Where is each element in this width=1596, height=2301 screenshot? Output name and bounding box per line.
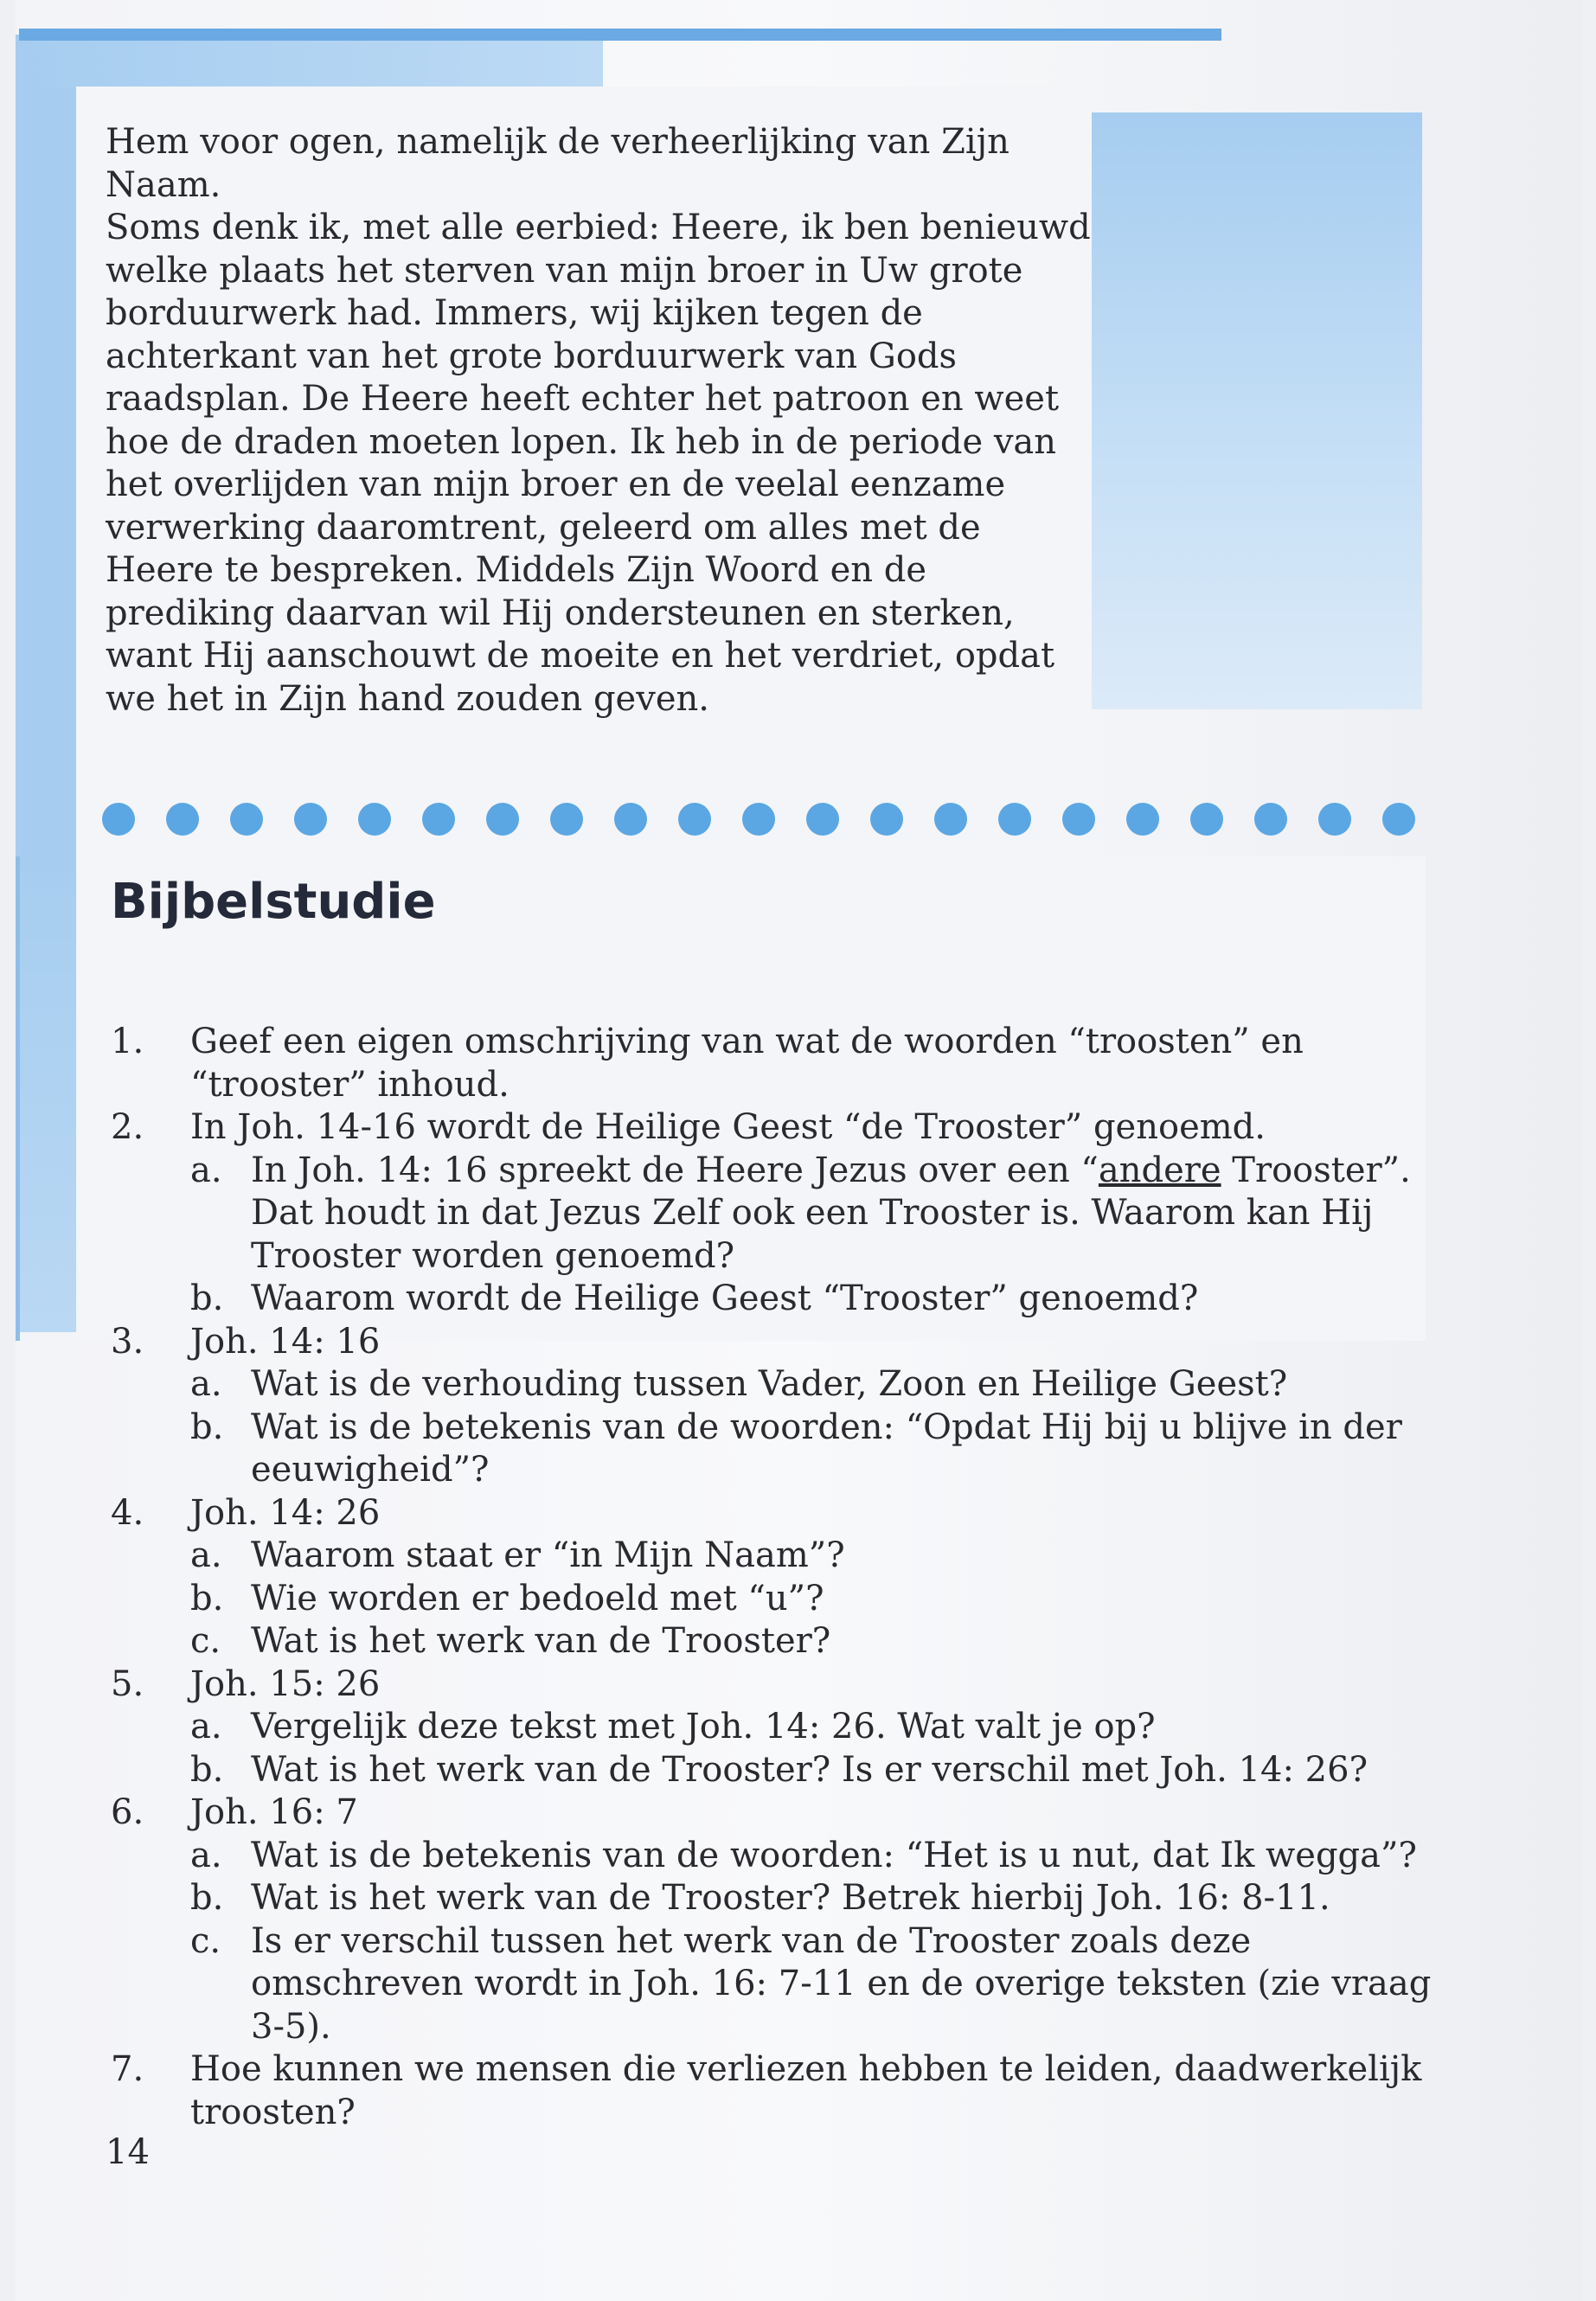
separator-dot bbox=[678, 803, 711, 836]
section-heading: Bijbelstudie bbox=[111, 874, 436, 930]
subquestion-label: b. bbox=[190, 1878, 224, 1918]
subquestion-label: b. bbox=[190, 1749, 224, 1790]
subquestion-text: Wat is de verhouding tussen Vader, Zoon en Heilige Geest? bbox=[251, 1364, 1288, 1404]
question-number: 7. bbox=[111, 2049, 144, 2089]
separator-dot bbox=[230, 803, 263, 836]
separator-dot bbox=[1062, 803, 1095, 836]
subquestion-label: a. bbox=[190, 1835, 222, 1875]
separator-dot bbox=[358, 803, 391, 836]
separator-dot bbox=[1190, 803, 1223, 836]
separator-dot bbox=[614, 803, 647, 836]
subquestion-6a bbox=[190, 1835, 1443, 1878]
separator-dot bbox=[1126, 803, 1159, 836]
question-text: Geef een eigen omschrijving van wat de woorden “troosten” en “trooster” inhoud. bbox=[190, 1022, 1304, 1105]
separator-dot bbox=[422, 803, 455, 836]
subquestion-text: Wat is het werk van de Trooster? Betrek hierbij Joh. 16: 8-11. bbox=[251, 1878, 1330, 1918]
subquestion-2b bbox=[190, 1278, 1443, 1321]
question-number: 2. bbox=[111, 1107, 144, 1147]
subquestion-text-pre: In Joh. 14: 16 spreekt de Heere Jezus over een “ bbox=[251, 1150, 1099, 1190]
subquestion-text: Wie worden er bedoeld met “u”? bbox=[251, 1578, 824, 1618]
question-6 bbox=[111, 1791, 1443, 1835]
page-number: 14 bbox=[106, 2132, 150, 2172]
subquestion-label: b. bbox=[190, 1578, 224, 1618]
separator-dot bbox=[1318, 803, 1351, 836]
separator-dot bbox=[1382, 803, 1415, 836]
subquestion-2a bbox=[190, 1150, 1443, 1279]
subquestion-6b bbox=[190, 1877, 1443, 1920]
question-list bbox=[111, 1021, 1443, 2134]
separator-dot bbox=[294, 803, 327, 836]
question-number: 3. bbox=[111, 1321, 144, 1362]
subquestion-5a bbox=[190, 1706, 1443, 1749]
subquestion-text: Waarom wordt de Heilige Geest “Trooster” genoemd? bbox=[251, 1279, 1199, 1318]
separator-dot bbox=[550, 803, 583, 836]
separator-dot bbox=[486, 803, 519, 836]
question-5 bbox=[111, 1663, 1443, 1707]
separator-dot bbox=[1254, 803, 1287, 836]
question-text: Joh. 14: 16 bbox=[190, 1321, 381, 1362]
subquestion-4c bbox=[190, 1620, 1443, 1663]
question-text: Joh. 16: 7 bbox=[190, 1792, 358, 1832]
question-2 bbox=[111, 1106, 1443, 1150]
separator-dot bbox=[806, 803, 839, 836]
subquestion-text: Wat is het werk van de Trooster? bbox=[251, 1621, 831, 1661]
question-number: 4. bbox=[111, 1492, 144, 1533]
intro-paragraph bbox=[106, 121, 1092, 721]
separator-dot bbox=[742, 803, 775, 836]
underlined-word: andere bbox=[1098, 1150, 1221, 1190]
question-number: 6. bbox=[111, 1792, 144, 1832]
separator-dot bbox=[870, 803, 903, 836]
subquestion-text-post: Trooster”. Dat houdt in dat Jezus Zelf ook een Trooster is. Waarom kan Hij Trooster worden genoemd? bbox=[251, 1150, 1411, 1276]
separator-dot bbox=[998, 803, 1031, 836]
intro-paragraph-body: Soms denk ik, met alle eerbied: Heere, ik ben benieuwd welke plaats het sterven van mijn broer in Uw grote borduurwerk had. Immers, wij kijken tegen de achterkant van het grote borduurwerk van Gods raadsplan. De Heere heeft echter het patroon en weet hoe de draden moeten lopen. Ik heb in de periode van het overlijden van mijn broer en de veelal eenzame verwerking daaromtrent, geleerd om alles met de Heere te bespreken. Middels Zijn Woord en de prediking daarvan wil Hij ondersteunen en sterken, want Hij aanschouwt de moeite en het verdriet, opdat we het in Zijn hand zouden geven. bbox=[106, 208, 1091, 719]
subquestion-label: c. bbox=[190, 1621, 221, 1661]
question-1 bbox=[111, 1021, 1443, 1106]
subquestion-label: a. bbox=[190, 1150, 222, 1190]
subquestion-text: Waarom staat er “in Mijn Naam”? bbox=[251, 1535, 845, 1575]
subquestion-text: Vergelijk deze tekst met Joh. 14: 26. Wat valt je op? bbox=[251, 1707, 1156, 1747]
subquestion-label: a. bbox=[190, 1535, 222, 1575]
subquestion-label: b. bbox=[190, 1279, 224, 1318]
decorative-top-block bbox=[19, 35, 603, 88]
question-text: Hoe kunnen we mensen die verliezen hebben te leiden, daadwerkelijk troosten? bbox=[190, 2049, 1422, 2132]
subquestion-5b bbox=[190, 1749, 1443, 1792]
question-number: 5. bbox=[111, 1663, 144, 1704]
subquestion-label: a. bbox=[190, 1364, 222, 1404]
question-4 bbox=[111, 1492, 1443, 1535]
subquestion-label: a. bbox=[190, 1707, 222, 1747]
subquestion-text bbox=[251, 1150, 1443, 1279]
decorative-right-panel bbox=[1092, 112, 1422, 709]
subquestion-label: c. bbox=[190, 1920, 221, 1961]
subquestion-text: Wat is het werk van de Trooster? Is er verschil met Joh. 14: 26? bbox=[251, 1749, 1368, 1790]
subquestion-6c bbox=[190, 1920, 1443, 2049]
dot-separator bbox=[102, 803, 1417, 837]
question-text: Joh. 15: 26 bbox=[190, 1663, 381, 1704]
subquestion-4a bbox=[190, 1535, 1443, 1578]
subquestion-text: Wat is de betekenis van de woorden: “Opdat Hij bij u blijve in der eeuwigheid”? bbox=[251, 1407, 1402, 1490]
left-thin-rule bbox=[16, 856, 20, 1341]
question-text: Joh. 14: 26 bbox=[190, 1492, 381, 1533]
separator-dot bbox=[934, 803, 967, 836]
subquestion-3b bbox=[190, 1407, 1443, 1492]
top-rule bbox=[19, 29, 1221, 41]
separator-dot bbox=[102, 803, 135, 836]
question-number: 1. bbox=[111, 1022, 144, 1061]
question-7 bbox=[111, 2048, 1443, 2134]
question-text: In Joh. 14-16 wordt de Heilige Geest “de Trooster” genoemd. bbox=[190, 1107, 1266, 1147]
decorative-left-bar-lower bbox=[16, 856, 76, 1332]
subquestion-4b bbox=[190, 1578, 1443, 1621]
question-3 bbox=[111, 1321, 1443, 1364]
separator-dot bbox=[166, 803, 199, 836]
subquestion-text: Wat is de betekenis van de woorden: “Het is u nut, dat Ik wegga”? bbox=[251, 1835, 1417, 1875]
subquestion-text: Is er verschil tussen het werk van de Trooster zoals deze omschreven wordt in Joh. 16: 7-11 en de overige teksten (zie vraag 3-5). bbox=[251, 1920, 1432, 2047]
subquestion-3a bbox=[190, 1363, 1443, 1407]
subquestion-label: b. bbox=[190, 1407, 224, 1447]
intro-paragraph-line-1: Hem voor ogen, namelijk de verheerlijking van Zijn Naam. bbox=[106, 122, 1010, 205]
